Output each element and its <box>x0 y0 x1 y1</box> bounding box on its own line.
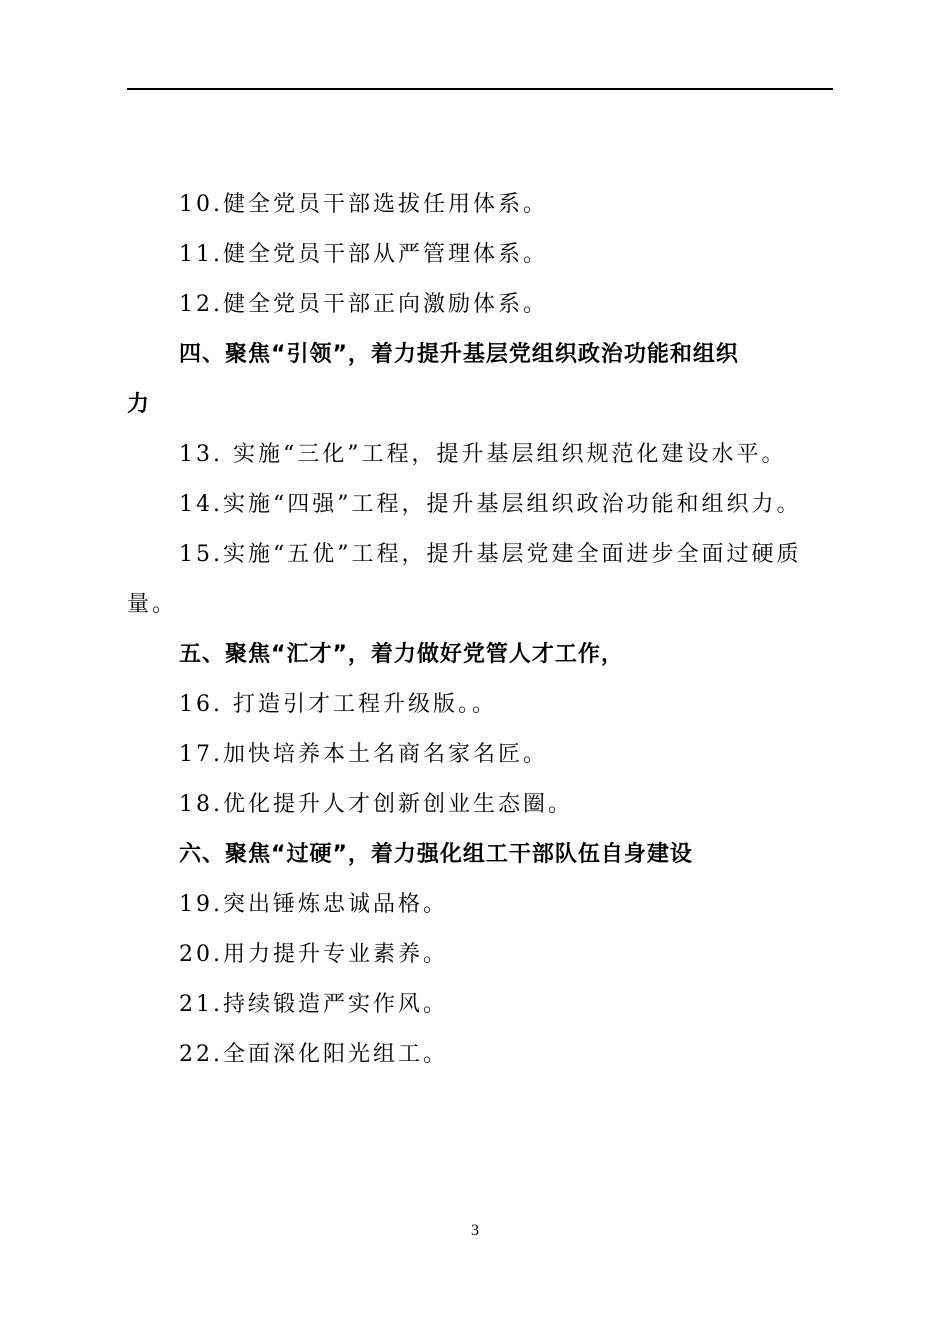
list-item: 17.加快培养本土名商名家名匠。 <box>179 742 548 767</box>
list-item: 10.健全党员干部选拔任用体系。 <box>179 192 548 217</box>
list-item: 11.健全党员干部从严管理体系。 <box>179 242 548 267</box>
header-rule <box>127 88 833 90</box>
list-item: 19.突出锤炼忠诚品格。 <box>179 892 448 917</box>
section-heading: 五、聚焦“汇才”，着力做好党管人才工作， <box>179 642 624 667</box>
list-item: 14.实施“四强”工程，提升基层组织政治功能和组织力。 <box>179 492 802 517</box>
list-item: 18.优化提升人才创新创业生态圈。 <box>179 792 573 817</box>
list-item: 15.实施“五优”工程，提升基层党建全面进步全面过硬质 <box>179 542 802 567</box>
list-item: 20.用力提升专业素养。 <box>179 942 448 967</box>
list-item-continuation: 量。 <box>127 592 178 617</box>
document-body <box>127 180 833 1080</box>
page-number: 3 <box>471 1222 479 1239</box>
list-item: 16. 打造引才工程升级版。。 <box>179 692 497 717</box>
list-item: 13. 实施“三化”工程，提升基层组织规范化建设水平。 <box>179 442 787 467</box>
section-heading: 四、聚焦“引领”，着力提升基层党组织政治功能和组织 <box>179 342 739 367</box>
section-heading: 六、聚焦“过硬”，着力强化组工干部队伍自身建设 <box>179 842 693 867</box>
list-item: 12.健全党员干部正向激励体系。 <box>179 292 548 317</box>
section-heading-continuation: 力 <box>127 392 151 417</box>
list-item: 21.持续锻造严实作风。 <box>179 992 448 1017</box>
list-item: 22.全面深化阳光组工。 <box>179 1042 448 1067</box>
